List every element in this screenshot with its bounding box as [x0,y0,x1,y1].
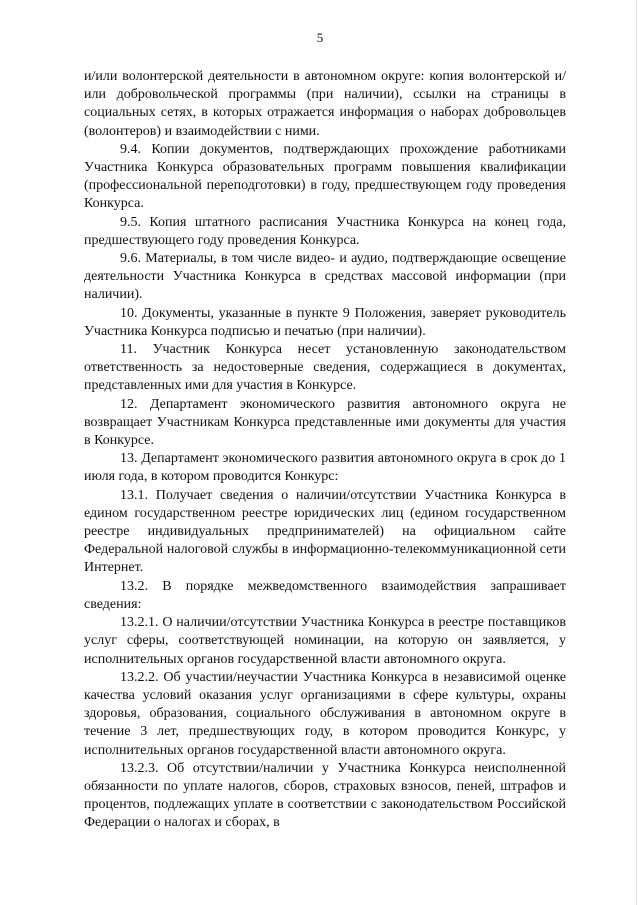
page-number: 5 [316,30,324,45]
paragraph-9-6: 9.6. Материалы, в том числе видео- и аудио, подтверждающие освещение деятельности Участника Конкурса в средствах массовой информации (при наличии). [84,251,566,303]
paragraph-13-2-3: 13.2.3. Об отсутствии/наличии у Участника Конкурса неисполненной обязанности по уплате налогов, сборов, страховых взносов, пеней, штрафов и процентов, подлежащих уплате в соответствии с законодательством Российской Федерации о налогах и сборах, в [84,760,566,831]
paragraph-10: 10. Документы, указанные в пункте 9 Положения, заверяет руководитель Участника Конкурса подписью и печатью (при наличии). [84,305,566,339]
paragraph-13-1: 13.1. Получает сведения о наличии/отсутствии Участника Конкурса в едином государственном реестре юридических лиц (едином государственном реестре индивидуальных предпринимателей) на официальном сайте Федеральной налоговой службы в информационно-телекоммуникационной сети Интернет. [84,487,566,576]
paragraph-13: 13. Департамент экономического развития автономного округа в срок до 1 июля года, в котором проводится Конкурс: [84,451,566,485]
paragraph-9-4: 9.4. Копии документов, подтверждающих прохождение работниками Участника Конкурса образовательных программ повышения квалификации (профессиональной переподготовки) в году, предшествующем году проведения Конкурса. [84,141,566,212]
paragraph-12: 12. Департамент экономического развития автономного округа не возвращает Участникам Конкурса представленные ими документы для участия в Конкурсе. [84,396,566,449]
paragraph-9-5: 9.5. Копия штатного расписания Участника Конкурса на конец года, предшествующего году проведения Конкурса. [84,214,566,248]
document-body [84,68,566,833]
paragraph-11: 11. Участник Конкурса несет установленную законодательством ответственность за недостоверные сведения, содержащиеся в документах, представленных ими для участия в Конкурсе. [84,342,566,394]
paragraph-13-2-2: 13.2.2. Об участии/неучастии Участника Конкурса в независимой оценке качества условий оказания услуг организациями в сфере культуры, охраны здоровья, образования, социального обслуживания в автономном округе в течение 3 лет, предшествующих году, в котором проводится Конкурс, у исполнительных органов государственной власти автономного округа. [84,669,566,758]
paragraph-13-2: 13.2. В порядке межведомственного взаимодействия запрашивает сведения: [84,578,566,612]
paragraph-13-2-1: 13.2.1. О наличии/отсутствии Участника Конкурса в реестре поставщиков услуг сферы, соответствующей номинации, на которую он заявляется, у исполнительных органов государственной власти автономного округа. [84,615,566,667]
scan-edge-line [636,0,637,905]
paragraph-continuation: и/или волонтерской деятельности в автономном округе: копия волонтерской и/ или добровольческой программы (при наличии), ссылки на страницы в социальных сетях, в которых отражается информация о наборах добровольцев (волонтеров) и взаимодействии с ними. [84,69,566,139]
